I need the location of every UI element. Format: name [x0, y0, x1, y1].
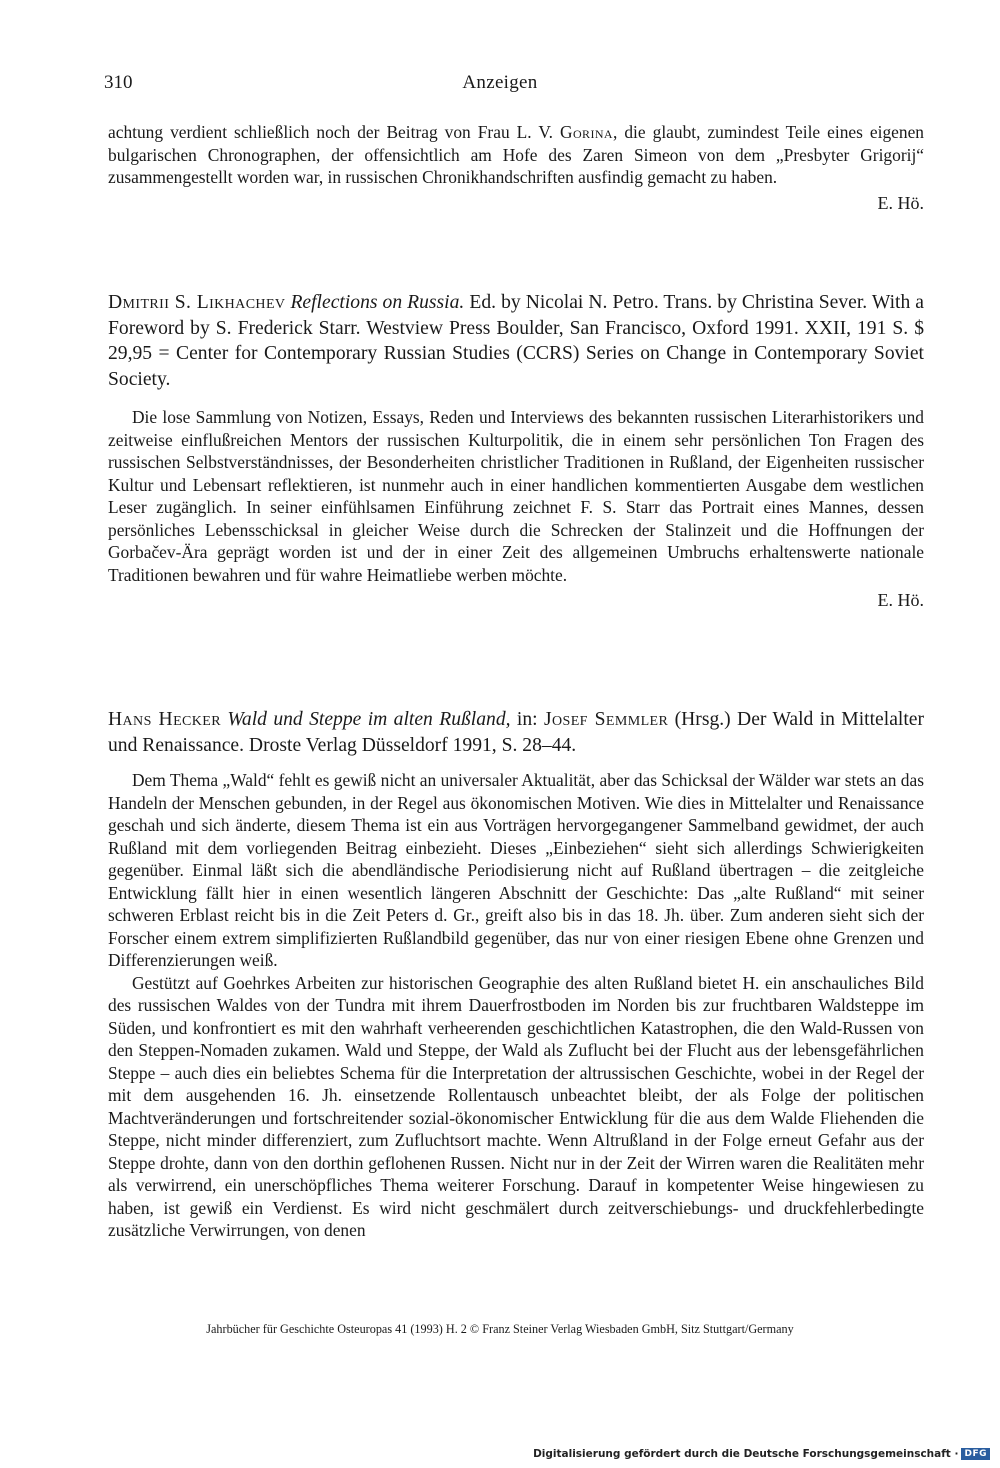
continuation-text-after: , die glaubt, zumindest Teile eines eigenen bulgarischen Chronographen, der offensichtlich am Hofe des Zaren Simeon von dem „Presbyter Grigorij“ zusammengestellt worden war, in russischen Chronikhandschriften ausfindig gemacht zu haben.: [108, 122, 924, 187]
review-paragraph: Gestützt auf Goehrkes Arbeiten zur historischen Geographie des alten Rußland bietet H. ein anschauliches Bild des russischen Waldes von der Tundra mit ihrem Dauerfrostboden im Norden bis zur fruchtbaren Waldsteppe im Süden, und konfrontiert es mit den wahrhaft verheerenden geschichtlichen Katastrophen, die den Wald-Russen von den Steppen-Nomaden zukamen. Wald und Steppe, der Wald als Zuflucht bei der Flucht aus der lebensgefährlichen Steppe – auch dies ein beliebtes Schema für die Interpretation der altrussischen Geschichte, wobei in der Regel der mit dem ausgehenden 16. Jh. einsetzende Rollentausch unbeachtet bleibt, der als Folge der politischen Machtveränderungen und fortschreitender sozial-ökonomischer Entwicklung für die aus dem Walde Fliehenden die Steppe, nicht minder differenziert, zum Zufluchtsort machte. Wenn Altrußland in der Folge erneut Gefahr aus der Steppe drohte, dann von den dorthin geflohenen Russen. Nicht nur in der Zeit der Wirren waren die Realitäten mehr als verwirrend, ein unerschöpfliches Thema weiterer Forschung. Darauf in kompetenter Weise hingewiesen zu haben, ist gewiß ein Verdienst. Es wird nicht geschmälert durch zeitverschiebungs- und druckfehlerbedingte zusätzliche Verwirrungen, von denen: [108, 972, 924, 1240]
review-citation: (Hrsg.) Der Wald in Mittelalter und Renaissance. Droste Verlag Düsseldorf 1991, S. 28–44.: [108, 709, 925, 756]
running-title: Anzeigen: [462, 72, 538, 93]
page-number: 310: [104, 72, 133, 93]
journal-footer: Jahrbücher für Geschichte Osteuropas 41 (1993) H. 2 © Franz Steiner Verlag Wiesbaden GmbH, Sitz Stuttgart/Germany: [206, 1322, 794, 1336]
review-hecker: [108, 707, 924, 1242]
review-heading: [108, 707, 924, 758]
review-author: Hans Hecker: [108, 709, 221, 730]
review-likhachev: [108, 290, 924, 612]
dfg-logo-icon: DFG: [961, 1448, 990, 1460]
dfg-credit-text: Digitalisierung gefördert durch die Deutsche Forschungsgemeinschaft ·: [533, 1448, 959, 1460]
continuation-author: Gorina: [560, 122, 613, 142]
continuation-paragraph: [108, 121, 924, 189]
review-citation: Ed. by Nicolai N. Petro. Trans. by Christina Sever. With a Foreword by S. Frederick Starr. Westview Press Boulder, San Francisco, Oxford 1991. XXII, 191 S. $ 29,95 = Center for Contemporary Russian Studies (CCRS) Series on Change in Contemporary Soviet Society.: [108, 292, 924, 390]
review-body: [108, 406, 924, 612]
review-body: [108, 769, 924, 1242]
review-title: Wald und Steppe im alten Rußland,: [227, 709, 511, 730]
review-heading: [108, 290, 924, 392]
review-paragraph: Dem Thema „Wald“ fehlt es gewiß nicht an universaler Aktualität, aber das Schicksal der Wälder war stets an das Handeln der Menschen gebunden, in der Regel aus ökonomischen Motiven. Wie dies in Mittelalter und Renaissance geschah und sich änderte, diesem Thema ist ein aus Vorträgen hervorgegangener Sammelband gewidmet, der auch Rußland mit dem vorliegenden Beitrag einbezieht. Dieses „Einbeziehen“ sieht sich allerdings Schwierigkeiten gegenüber. Einmal läßt sich die abendländische Periodisierung nicht auf Rußland übertragen – die zeitgleiche Entwicklung fällt hier in einen wesentlich längeren Abschnitt der Geschichte: Das „alte Rußland“ mit seiner schweren Erblast reicht bis in die Zeit Peters d. Gr., greift also bis in das 18. Jh. über. Zum anderen sieht sich der Forscher einem extrem simplifizierten Rußlandbild gegenüber, das nur von einer riesigen Ebene ohne Grenzen und Differenzierungen weiß.: [108, 770, 924, 970]
dfg-credit: [533, 1448, 990, 1460]
review-paragraph: Die lose Sammlung von Notizen, Essays, Reden und Interviews des bekannten russischen Literarhistorikers und zeitweise einflußreichen Mentors der russischen Kulturpolitik, die in einem sehr persönlichen Ton Fragen des russischen Selbstverständnisses, der Besonderheiten christlicher Traditionen in Rußland, der Eigenheiten russischer Kultur und Lebensart reflektieren, ist nunmehr auch in einer handlichen kommentierten Ausgabe dem westlichen Leser zugänglich. In seiner einfühlsamen Einführung zeichnet F. S. Starr das Portrait eines Mannes, dessen persönliches Lebensschicksal in gleicher Weise durch die Schrecken der Stalinzeit und die Hoffnungen der Gorbačev-Ära geprägt worden ist und der in einer Zeit des allgemeinen Umbruchs erhaltenswerte nationale Traditionen bewahren und für wahre Heimatliebe werben möchte.: [108, 407, 924, 585]
signature: E. Hö.: [877, 590, 924, 610]
review-editor: Josef Semmler: [544, 709, 669, 730]
continuation-text: achtung verdient schließlich noch der Beitrag von Frau L. V.: [108, 122, 553, 142]
in-label: in:: [516, 709, 538, 730]
section-continuation: [108, 121, 924, 214]
review-title: Reflections on Russia.: [290, 292, 465, 313]
signature: E. Hö.: [877, 192, 924, 213]
review-author: Dmitrii S. Likhachev: [108, 292, 286, 313]
